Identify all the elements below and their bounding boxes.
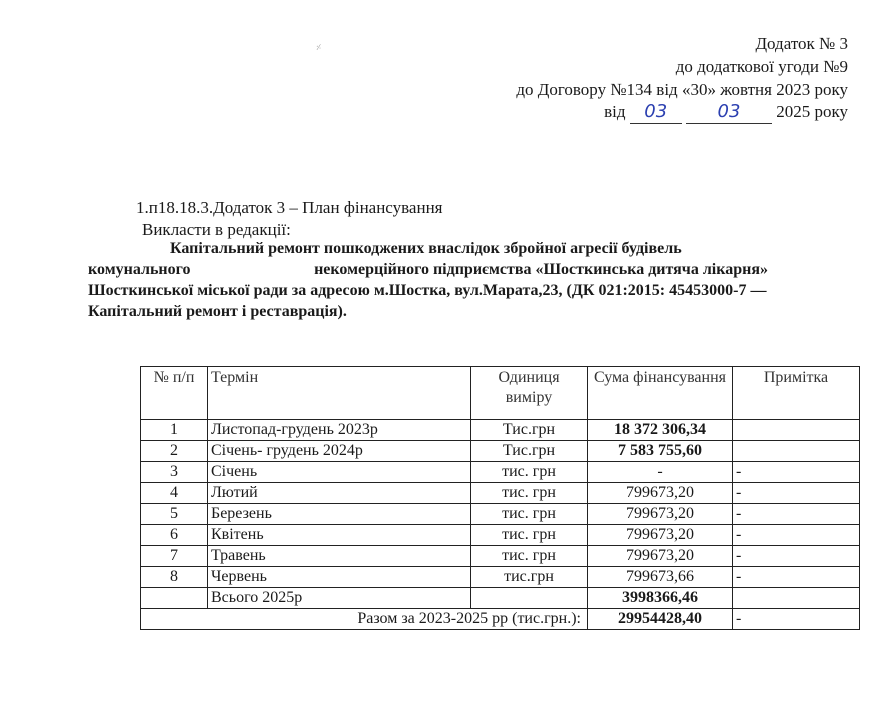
table-row	[141, 462, 860, 483]
total-2025-sum: 3998366,46	[588, 588, 733, 609]
month-handwritten: 03	[717, 101, 741, 122]
item-heading: 1.п18.18.3.Додаток 3 – План фінансування	[136, 198, 443, 217]
row-number: 5	[141, 504, 208, 525]
financing-plan-table	[140, 366, 860, 630]
header-number: № п/п	[141, 367, 208, 420]
row-unit: тис. грн	[471, 462, 588, 483]
row-sum: 799673,66	[588, 567, 733, 588]
row-note: -	[733, 525, 860, 546]
title-line-3: Шосткинської міської ради за адресою м.Шостка, вул.Марата,23, (ДК 021:2015: 45453000-7 —	[88, 282, 767, 299]
day-handwritten: 03	[644, 101, 668, 122]
header-unit: Одиниця виміру	[471, 367, 588, 420]
date-prefix: від	[604, 102, 626, 121]
table-row	[141, 525, 860, 546]
title-line-4: Капітальний ремонт і реставрація).	[88, 303, 347, 320]
row-number: 4	[141, 483, 208, 504]
row-note: -	[733, 567, 860, 588]
grand-total-note: -	[733, 609, 860, 630]
table-row	[141, 441, 860, 462]
title-line-1: Капітальний ремонт пошкоджених внаслідок збройної агресії будівель	[170, 240, 682, 257]
row-number: 6	[141, 525, 208, 546]
row-term: Травень	[208, 546, 471, 567]
row-term: Лютий	[208, 483, 471, 504]
row-term: Січень	[208, 462, 471, 483]
row-unit: Тис.грн	[471, 420, 588, 441]
title-line-2-part-1: комунального	[88, 261, 191, 278]
row-note: -	[733, 546, 860, 567]
total-2025-row	[141, 588, 860, 609]
date-suffix: 2025 року	[776, 102, 848, 121]
row-unit: тис. грн	[471, 546, 588, 567]
total-2025-label: Всього 2025р	[208, 588, 471, 609]
title-line-2	[88, 259, 768, 280]
row-note: -	[733, 504, 860, 525]
row-sum: 799673,20	[588, 525, 733, 546]
date-day	[630, 101, 682, 124]
row-sum: 7 583 755,60	[588, 441, 733, 462]
row-term: Березень	[208, 504, 471, 525]
table-row	[141, 420, 860, 441]
row-term: Червень	[208, 567, 471, 588]
row-unit: Тис.грн	[471, 441, 588, 462]
row-number: 7	[141, 546, 208, 567]
row-note: -	[733, 462, 860, 483]
row-unit: тис.грн	[471, 567, 588, 588]
row-unit: тис. грн	[471, 483, 588, 504]
title-line-2-part-2: некомерційного підприємства «Шосткинська дитяча лікарня»	[314, 261, 768, 278]
row-sum: 18 372 306,34	[588, 420, 733, 441]
header-line-2: до додаткової угоди №9	[675, 57, 848, 76]
row-sum: 799673,20	[588, 483, 733, 504]
amend-label: Викласти в редакції:	[142, 220, 291, 239]
header-line-3: до Договору №134 від «30» жовтня 2023 року	[516, 80, 848, 99]
row-note: -	[733, 483, 860, 504]
total-2025-number-cell	[141, 588, 208, 609]
table-row	[141, 483, 860, 504]
grand-total-sum: 29954428,40	[588, 609, 733, 630]
row-unit: тис. грн	[471, 504, 588, 525]
row-note	[733, 420, 860, 441]
header-line-4	[604, 101, 848, 124]
row-sum: 799673,20	[588, 546, 733, 567]
row-number: 3	[141, 462, 208, 483]
row-note	[733, 441, 860, 462]
row-term: Листопад-грудень 2023р	[208, 420, 471, 441]
row-number: 8	[141, 567, 208, 588]
total-2025-unit-cell	[471, 588, 588, 609]
grand-total-row	[141, 609, 860, 630]
row-number: 2	[141, 441, 208, 462]
row-number: 1	[141, 420, 208, 441]
header-note: Примітка	[733, 367, 860, 420]
total-2025-note-cell	[733, 588, 860, 609]
document-title	[88, 238, 868, 322]
header-line-1: Додаток № 3	[755, 34, 848, 53]
table-row	[141, 504, 860, 525]
grand-total-label: Разом за 2023-2025 рр (тис.грн.):	[141, 609, 588, 630]
row-sum: -	[588, 462, 733, 483]
header-term: Термін	[208, 367, 471, 420]
row-unit: тис. грн	[471, 525, 588, 546]
scan-mark: ⸓	[316, 43, 322, 52]
row-term: Квітень	[208, 525, 471, 546]
row-term: Січень- грудень 2024р	[208, 441, 471, 462]
row-sum: 799673,20	[588, 504, 733, 525]
date-month	[686, 101, 772, 124]
table-row	[141, 546, 860, 567]
table-row	[141, 567, 860, 588]
table-header-row	[141, 367, 860, 420]
header-sum: Сума фінансування	[588, 367, 733, 420]
